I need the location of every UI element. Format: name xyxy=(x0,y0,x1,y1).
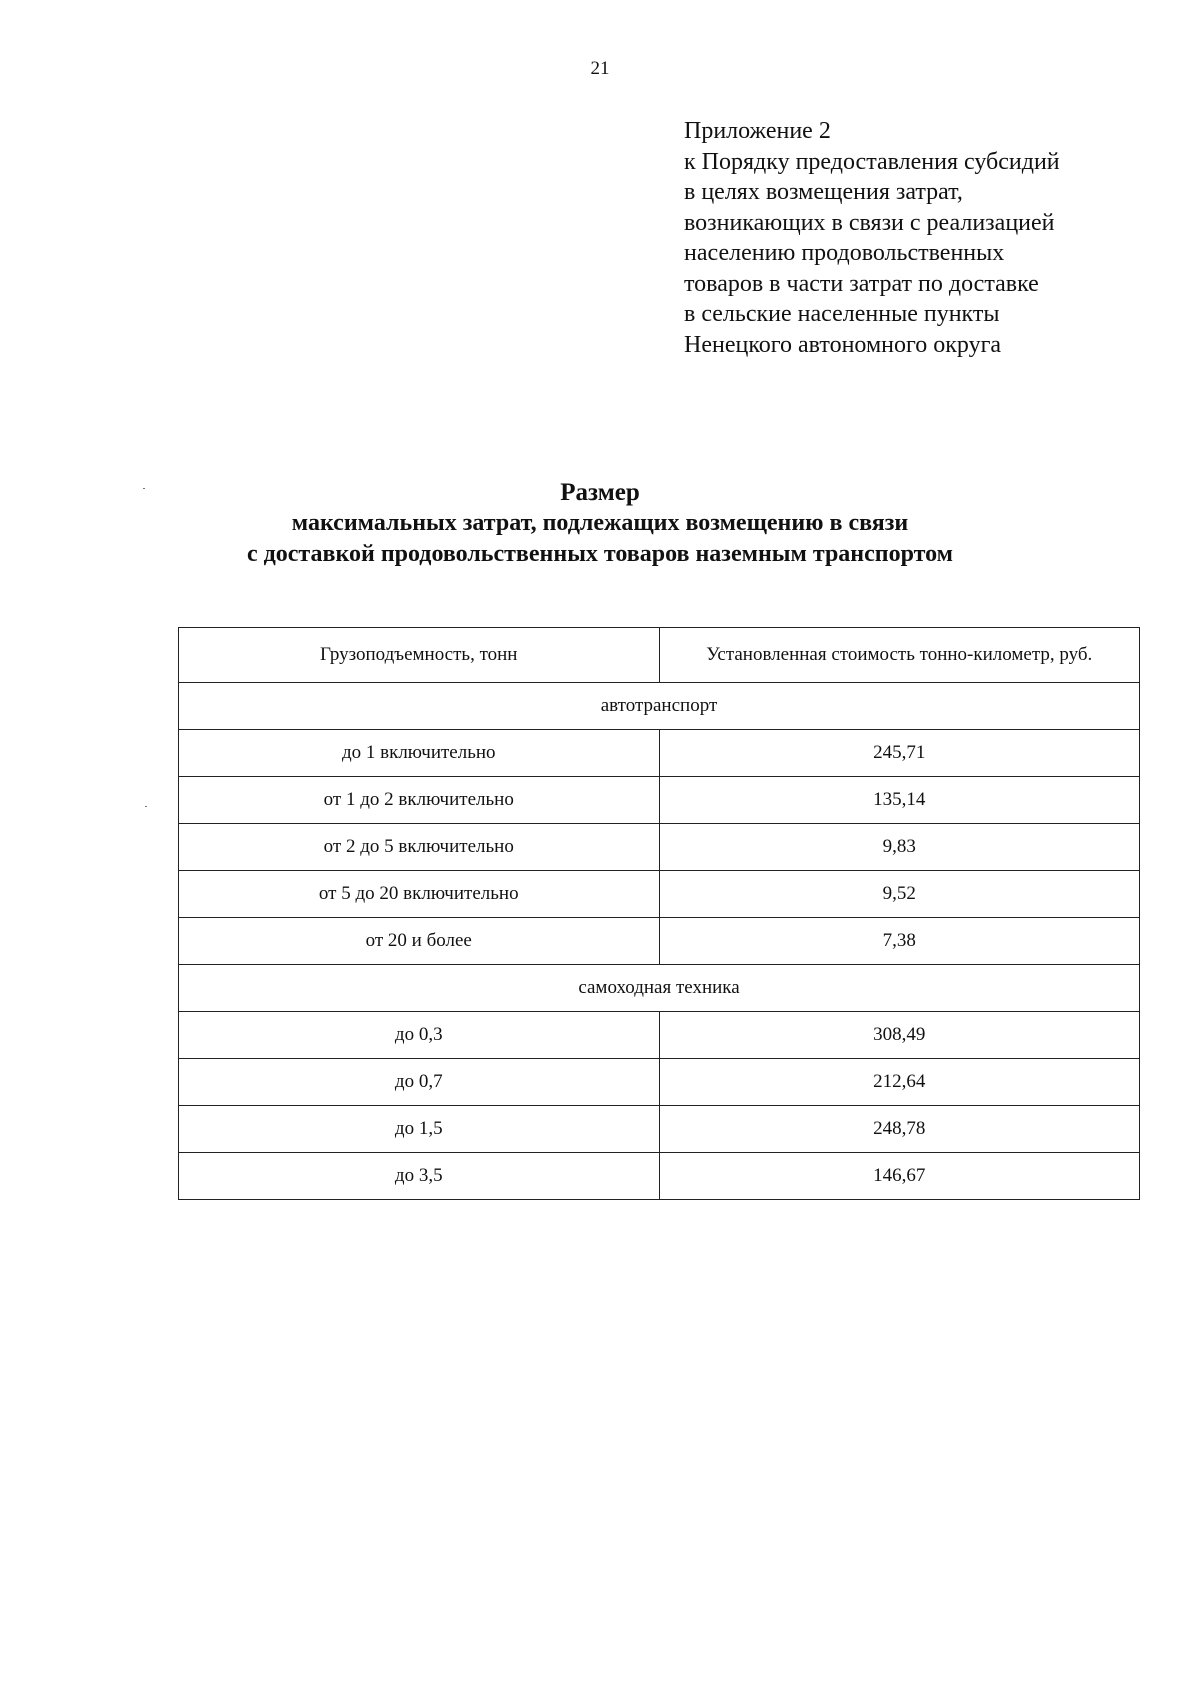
header-cost: Установленная стоимость тонно-километр, руб. xyxy=(659,628,1139,683)
group-name: самоходная техника xyxy=(179,965,1140,1012)
title-line: Размер xyxy=(560,479,640,506)
capacity-cell: от 1 до 2 включительно xyxy=(179,777,660,824)
title-line: максимальных затрат, подлежащих возмещению в связи xyxy=(291,510,909,536)
appendix-line: Приложение 2 xyxy=(684,118,831,144)
appendix-line: к Порядку предоставления субсидий xyxy=(684,148,1060,175)
table-row xyxy=(179,824,1140,871)
header-capacity: Грузоподъемность, тонн xyxy=(179,628,660,683)
table-row xyxy=(179,1059,1140,1106)
table-row xyxy=(179,918,1140,965)
cost-cell: 308,49 xyxy=(659,1012,1139,1059)
scan-speck xyxy=(145,806,147,807)
cost-cell: 7,38 xyxy=(659,918,1139,965)
table-row xyxy=(179,777,1140,824)
appendix-line: товаров в части затрат по доставке xyxy=(684,270,1039,297)
group-name: автотранспорт xyxy=(179,683,1140,730)
table-row xyxy=(179,730,1140,777)
appendix-line: Ненецкого автономного округа xyxy=(684,331,1002,358)
group-row xyxy=(179,683,1140,730)
group-row xyxy=(179,965,1140,1012)
capacity-cell: от 2 до 5 включительно xyxy=(179,824,660,871)
capacity-cell: до 3,5 xyxy=(179,1153,660,1200)
capacity-cell: до 1,5 xyxy=(179,1106,660,1153)
cost-cell: 245,71 xyxy=(659,730,1139,777)
capacity-cell: до 0,3 xyxy=(179,1012,660,1059)
table-row xyxy=(179,1153,1140,1200)
appendix-line: возникающих в связи с реализацией xyxy=(684,209,1055,236)
table-row xyxy=(179,871,1140,918)
cost-cell: 248,78 xyxy=(659,1106,1139,1153)
appendix-header xyxy=(684,116,1164,360)
document-title xyxy=(0,477,1200,570)
cost-cell: 135,14 xyxy=(659,777,1139,824)
capacity-cell: до 0,7 xyxy=(179,1059,660,1106)
appendix-line: населению продовольственных xyxy=(684,240,1005,266)
capacity-cell: до 1 включительно xyxy=(179,730,660,777)
appendix-line: в целях возмещения затрат, xyxy=(684,179,963,205)
scan-speck xyxy=(143,488,145,489)
title-line: с доставкой продовольственных товаров наземным транспортом xyxy=(246,541,953,567)
cost-cell: 212,64 xyxy=(659,1059,1139,1106)
cost-cell: 146,67 xyxy=(659,1153,1139,1200)
capacity-cell: от 20 и более xyxy=(179,918,660,965)
cost-cell: 9,52 xyxy=(659,871,1139,918)
table-row xyxy=(179,1012,1140,1059)
appendix-line: в сельские населенные пункты xyxy=(684,301,1000,327)
rates-table xyxy=(178,627,1140,1200)
page-number: 21 xyxy=(590,58,610,79)
capacity-cell: от 5 до 20 включительно xyxy=(179,871,660,918)
cost-cell: 9,83 xyxy=(659,824,1139,871)
table-header-row xyxy=(179,628,1140,683)
table-row xyxy=(179,1106,1140,1153)
